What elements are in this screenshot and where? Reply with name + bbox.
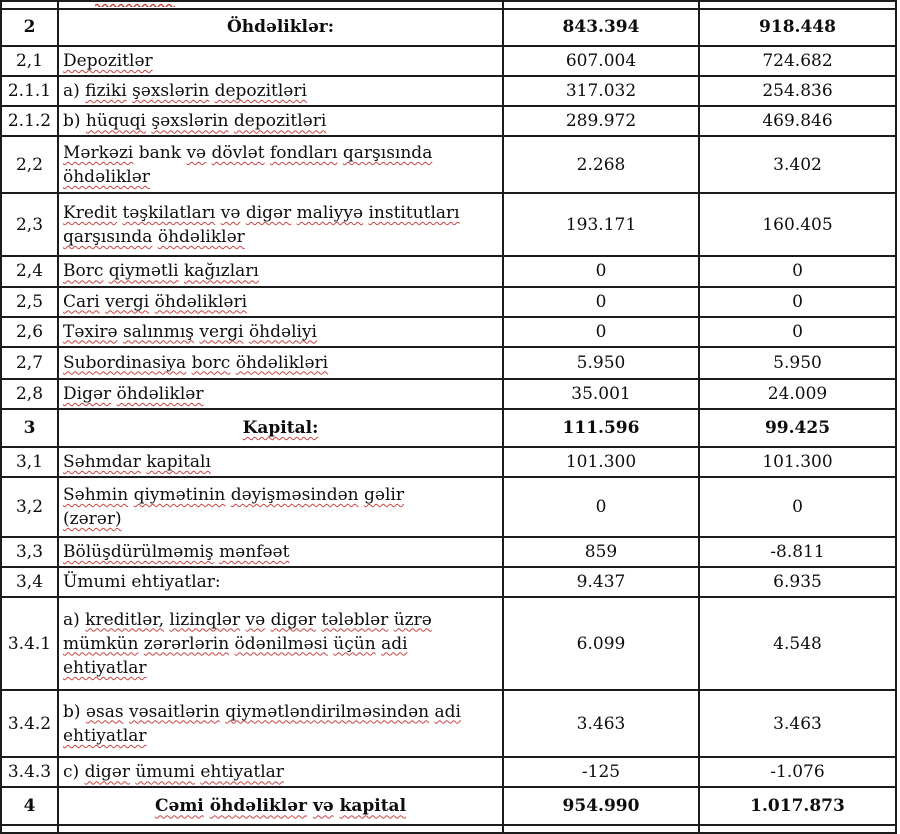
misspelled-word: lizinqlər xyxy=(169,609,241,630)
misspelled-word: ödənilməsi xyxy=(234,633,328,654)
row-label-cell xyxy=(58,256,503,286)
misspelled-word: qiymətinin xyxy=(133,484,226,505)
row-label-cell: b) hüquqi şəxslərin depozitləri xyxy=(58,106,503,136)
misspelled-word: kapitalı xyxy=(146,451,211,472)
misspelled-word: Cari xyxy=(63,291,100,312)
misspelled-word: kapital xyxy=(339,796,407,817)
misspelled-word: hüquqi xyxy=(85,111,146,132)
row-label-cell xyxy=(58,46,503,76)
table-row xyxy=(1,567,896,597)
misspelled-word: depozitləri xyxy=(233,111,327,132)
row-number-cell: 3,2 xyxy=(1,477,58,537)
value-col2-cell: -1.076 xyxy=(699,757,896,787)
row-label-cell xyxy=(58,317,503,347)
value-col1-cell: 0 xyxy=(503,317,699,347)
row-label-cell: a) fiziki şəxslərin depozitləri xyxy=(58,76,503,106)
value-col1-cell: 35.001 xyxy=(503,379,699,409)
row-number-cell: 2,4 xyxy=(1,256,58,286)
row-number-cell: 2,6 xyxy=(1,317,58,347)
row-number-cell: 3.4.1 xyxy=(1,597,58,690)
value-col2-cell xyxy=(699,825,896,833)
row-label-cell: Mərkəzi bank və dövlət fondları qarşısında öhdəliklər xyxy=(58,136,503,193)
row-number-cell: 2,3 xyxy=(1,193,58,256)
value-col2-cell: 3.463 xyxy=(699,690,896,757)
misspelled-word: öhdəlikləri xyxy=(235,352,329,373)
misspelled-word: maliyyə xyxy=(296,202,364,223)
row-number-cell: 2,7 xyxy=(1,347,58,379)
misspelled-word: mənfəət xyxy=(219,542,290,562)
misspelled-word: qiymətli xyxy=(108,261,179,282)
table-row xyxy=(1,193,896,256)
misspelled-word: ümumi xyxy=(135,762,195,783)
section-row xyxy=(1,9,896,46)
value-col2-cell: 24.009 xyxy=(699,379,896,409)
value-col2-cell: 918.448 xyxy=(699,9,896,46)
row-label-cell xyxy=(58,409,503,447)
clipped-row xyxy=(1,825,896,833)
value-col2-cell: 6.935 xyxy=(699,567,896,597)
misspelled-word: (zərər) xyxy=(63,509,122,529)
value-col1-cell: 5.950 xyxy=(503,347,699,379)
value-col2-cell: -8.811 xyxy=(699,537,896,567)
misspelled-word: qarşısında xyxy=(342,142,433,163)
misspelled-word: kağızları xyxy=(184,261,259,282)
value-col1-cell: -125 xyxy=(503,757,699,787)
misspelled-word: institutları xyxy=(368,202,460,223)
value-col1-cell: 0 xyxy=(503,287,699,317)
misspelled-word: vergi xyxy=(199,321,244,342)
value-col2-cell xyxy=(699,1,896,9)
table-row xyxy=(1,757,896,787)
misspelled-word: Səhmin xyxy=(63,484,129,505)
value-col2-cell: 4.548 xyxy=(699,597,896,690)
misspelled-word: qiymətləndirilməsindən xyxy=(225,701,430,722)
misspelled-word: digər xyxy=(270,609,316,630)
row-label-cell xyxy=(58,537,503,567)
value-col1-cell: 859 xyxy=(503,537,699,567)
misspelled-word: Kapital: xyxy=(242,417,319,438)
value-col1-cell: 2.268 xyxy=(503,136,699,193)
table-row xyxy=(1,477,896,537)
misspelled-word: fondları xyxy=(269,142,338,163)
misspelled-word: ehtiyatlar xyxy=(63,657,147,678)
row-number-cell: 2,2 xyxy=(1,136,58,193)
table-row xyxy=(1,317,896,347)
row-number-cell: 4 xyxy=(1,787,58,825)
value-col1-cell: 0 xyxy=(503,477,699,537)
misspelled-word: dövlət xyxy=(211,142,265,163)
row-number-cell: 3,3 xyxy=(1,537,58,567)
row-label-cell: b) əsas vəsaitlərin qiymətləndirilməsindən adi ehtiyatlar xyxy=(58,690,503,757)
row-number-cell xyxy=(1,825,58,833)
value-col2-cell: 3.402 xyxy=(699,136,896,193)
value-col2-cell: 5.950 xyxy=(699,347,896,379)
misspelled-word: üçün xyxy=(333,633,376,654)
table-row xyxy=(1,136,896,193)
misspelled-word: zərərlərin xyxy=(143,633,230,654)
value-col1-cell: 101.300 xyxy=(503,447,699,477)
table-row xyxy=(1,106,896,136)
misspelled-word: gəlir xyxy=(364,484,404,505)
misspelled-word: öhdəlikləri xyxy=(154,291,248,312)
misspelled-word: dəyişməsindən xyxy=(230,484,359,505)
misspelled-word: salınmış xyxy=(123,321,194,342)
table-row xyxy=(1,76,896,106)
value-col1-cell: 317.032 xyxy=(503,76,699,106)
misspelled-word: borc xyxy=(191,352,231,373)
misspelled-word: şəxslərin xyxy=(151,111,229,132)
misspelled-word: fiziki xyxy=(85,81,127,102)
misspelled-word: Səhmdar xyxy=(63,451,141,472)
row-label-cell xyxy=(58,347,503,379)
misspelled-word: təşkilatları xyxy=(122,202,216,223)
misspelled-word: şəxslərin xyxy=(132,81,210,102)
table-row xyxy=(1,537,896,567)
row-number-cell: 2,5 xyxy=(1,287,58,317)
row-label-cell: Ümumi ehtiyatlar: xyxy=(58,567,503,597)
misspelled-word: digər xyxy=(245,202,292,223)
misspelled-word: adi xyxy=(434,701,461,722)
misspelled-word: Cəmi xyxy=(154,796,204,817)
value-col2-cell: 101.300 xyxy=(699,447,896,477)
row-number-cell: 3.4.3 xyxy=(1,757,58,787)
value-col2-cell: 99.425 xyxy=(699,409,896,447)
misspelled-word: adi xyxy=(381,633,408,654)
misspelled-word: öhdəliklər xyxy=(63,166,150,187)
row-number-cell xyxy=(1,1,58,9)
row-number-cell: 3,4 xyxy=(1,567,58,597)
value-col1-cell: 111.596 xyxy=(503,409,699,447)
value-col1-cell: 843.394 xyxy=(503,9,699,46)
value-col2-cell: 160.405 xyxy=(699,193,896,256)
row-number-cell: 3 xyxy=(1,409,58,447)
misspelled-word: üzrə xyxy=(393,609,432,630)
misspelled-word: Təxirə xyxy=(63,321,118,342)
table-row xyxy=(1,447,896,477)
table-row xyxy=(1,46,896,76)
misspelled-word: vergi xyxy=(105,291,150,312)
clipped-row xyxy=(1,1,896,9)
section-row xyxy=(1,787,896,825)
value-col2-cell: 724.682 xyxy=(699,46,896,76)
misspelled-word: öhdəliklər xyxy=(116,383,204,404)
row-number-cell: 2 xyxy=(1,9,58,46)
table-row xyxy=(1,256,896,286)
row-number-cell: 2.1.1 xyxy=(1,76,58,106)
misspelled-word: Mərkəzi xyxy=(63,142,134,163)
row-label-cell xyxy=(58,477,503,537)
value-col1-cell: 6.099 xyxy=(503,597,699,690)
value-col2-cell: 1.017.873 xyxy=(699,787,896,825)
value-col2-cell: 0 xyxy=(699,287,896,317)
value-col1-cell xyxy=(503,1,699,9)
table-row xyxy=(1,597,896,690)
misspelled-word: və xyxy=(312,796,334,817)
misspelled-word: digər xyxy=(84,762,130,783)
misspelled-word: mümkün xyxy=(63,633,139,654)
value-col1-cell: 193.171 xyxy=(503,193,699,256)
misspelled-word: və xyxy=(186,142,207,163)
row-number-cell: 2.1.2 xyxy=(1,106,58,136)
misspelled-word: depozitləri xyxy=(214,81,307,102)
row-label-cell xyxy=(58,1,503,9)
misspelled-word: qarşısında xyxy=(63,226,153,247)
row-label-cell xyxy=(58,447,503,477)
misspelled-word: vəsaitlərin xyxy=(128,701,220,722)
row-label-cell xyxy=(58,379,503,409)
misspelled-word: Bölüşdürülməmiş xyxy=(63,542,214,562)
row-number-cell: 2,8 xyxy=(1,379,58,409)
value-col1-cell: 9.437 xyxy=(503,567,699,597)
misspelled-word: Depozitlər xyxy=(63,51,153,71)
value-col1-cell xyxy=(503,825,699,833)
row-number-cell: 3,1 xyxy=(1,447,58,477)
value-col1-cell: 0 xyxy=(503,256,699,286)
misspelled-word: ehtiyatlar xyxy=(63,725,147,746)
row-label-cell: c) digər ümumi ehtiyatlar xyxy=(58,757,503,787)
row-number-cell: 2,1 xyxy=(1,46,58,76)
value-col2-cell: 0 xyxy=(699,256,896,286)
misspelled-word: və xyxy=(245,609,266,630)
spellcheck-squiggle-fragment xyxy=(95,2,175,7)
value-col2-cell: 0 xyxy=(699,477,896,537)
table-row xyxy=(1,287,896,317)
row-label-cell xyxy=(58,787,503,825)
row-label-cell xyxy=(58,287,503,317)
misspelled-word: Digər xyxy=(63,383,112,404)
value-col1-cell: 607.004 xyxy=(503,46,699,76)
misspelled-word: ehtiyatlar xyxy=(200,762,284,783)
value-col1-cell: 289.972 xyxy=(503,106,699,136)
table-row xyxy=(1,347,896,379)
balance-table-body xyxy=(1,1,896,833)
misspelled-word: Kredit xyxy=(63,202,118,223)
misspelled-word: tələblər xyxy=(321,609,389,630)
row-label-cell: a) kreditlər, lizinqlər və digər tələblər üzrə mümkün zərərlərin ödənilməsi üçün adi ehtiyatlar xyxy=(58,597,503,690)
value-col2-cell: 0 xyxy=(699,317,896,347)
misspelled-word: öhdəliklər xyxy=(157,226,245,247)
misspelled-word: əsas xyxy=(85,701,124,722)
value-col2-cell: 469.846 xyxy=(699,106,896,136)
misspelled-word: və xyxy=(220,202,241,223)
misspelled-word: öhdəliyi xyxy=(248,321,317,342)
table-row xyxy=(1,379,896,409)
misspelled-word: Subordinasiya xyxy=(63,352,187,373)
misspelled-word: Borc xyxy=(63,261,104,282)
table-row xyxy=(1,690,896,757)
value-col1-cell: 954.990 xyxy=(503,787,699,825)
value-col2-cell: 254.836 xyxy=(699,76,896,106)
row-label-cell xyxy=(58,825,503,833)
row-label-cell xyxy=(58,193,503,256)
section-row xyxy=(1,409,896,447)
value-col1-cell: 3.463 xyxy=(503,690,699,757)
misspelled-word: kreditlər, xyxy=(85,609,164,630)
row-number-cell: 3.4.2 xyxy=(1,690,58,757)
misspelled-word: öhdəliklər xyxy=(209,796,308,817)
row-label-cell: Öhdəliklər: xyxy=(58,9,503,46)
